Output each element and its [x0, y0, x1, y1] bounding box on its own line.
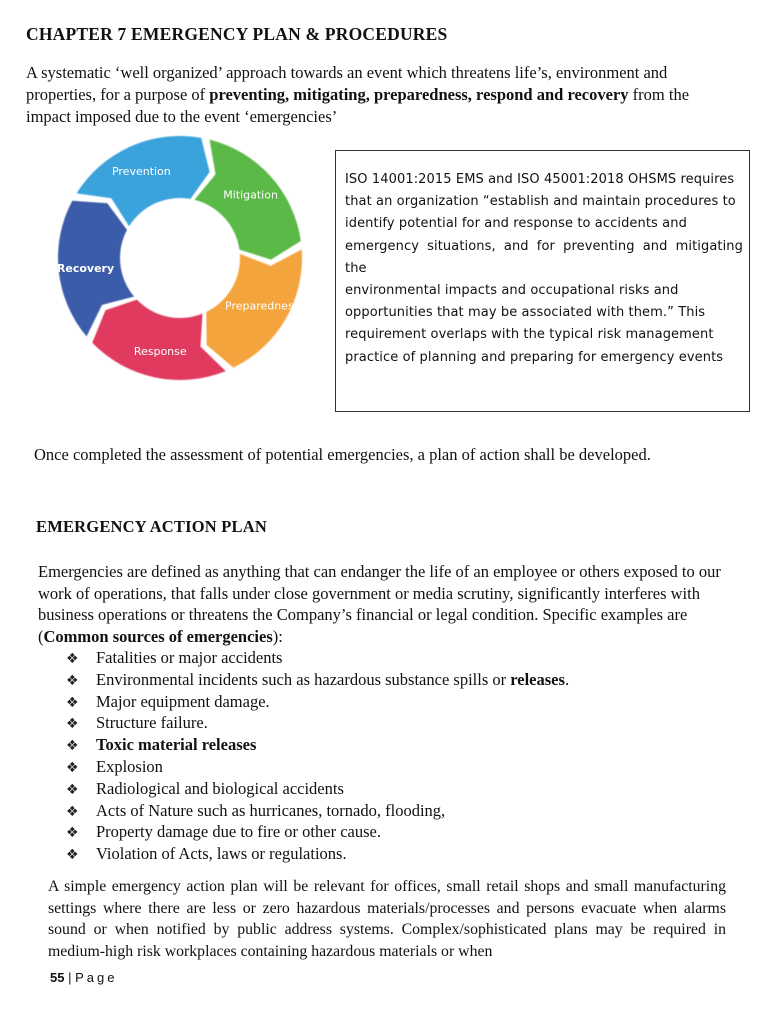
list-item [66, 800, 569, 822]
cycle-label-mitigation: Mitigation [223, 188, 278, 202]
iso-line: environmental impacts and occupational risks and [345, 283, 679, 299]
cycle-label-preparedness: Preparedness [225, 299, 300, 313]
footer-separator: | [68, 970, 72, 985]
list-item-text: Environmental incidents such as hazardous substance spills or [96, 669, 511, 689]
list-item-bold-text: Toxic material releases [96, 735, 257, 755]
list-item-bold-text: releases [510, 669, 565, 689]
list-item [66, 734, 569, 756]
iso-line: requirement overlaps with the typical risk management [345, 327, 714, 343]
cycle-center [123, 201, 237, 315]
iso-requirement-box [335, 150, 750, 412]
list-item [66, 712, 569, 734]
list-item [66, 691, 569, 713]
list-item-text: Structure failure. [96, 713, 208, 733]
list-item [66, 647, 569, 669]
cycle-label-prevention: Prevention [111, 165, 171, 179]
list-item [66, 843, 569, 865]
iso-line: practice of planning and preparing for emergency events [345, 349, 724, 365]
emergency-sources-list [66, 647, 569, 865]
page-word: Page [75, 970, 118, 985]
intro-text: A systematic ‘well organized’ approach towards an event which threatens life’s, environment and properties, for a purpose of [26, 63, 668, 104]
list-item [66, 669, 569, 691]
definition-text: Emergencies are defined as anything that can endanger the life of an employee or others exposed to our work of operations, that falls under close government or media scrutiny, significantly interferes with business operations or threatens the Company’s financial or legal condition. Specific examples are ( [38, 562, 721, 646]
intro-bold-text: preventing, mitigating, preparedness, respond and recovery [209, 85, 629, 104]
cycle-label-response: Response [133, 344, 187, 358]
plan-of-action-sentence: Once completed the assessment of potential emergencies, a plan of action shall be developed. [34, 445, 651, 464]
diamond-bullet-icon: ❖ [66, 825, 79, 842]
cycle-label-recovery: Recovery [56, 261, 115, 275]
definition-bold-text: Common sources of emergencies [43, 626, 273, 646]
list-item [66, 778, 569, 800]
iso-line: identify potential for and response to accidents and [345, 216, 687, 232]
diamond-bullet-icon: ❖ [66, 716, 79, 733]
emergency-definition-paragraph [38, 561, 738, 647]
diamond-bullet-icon: ❖ [66, 803, 79, 820]
list-item [66, 821, 569, 843]
list-item-text: Acts of Nature such as hurricanes, tornado, flooding, [96, 800, 446, 820]
iso-line: emergency situations, and for preventing and mitigating the [345, 238, 743, 276]
diamond-bullet-icon: ❖ [66, 738, 79, 755]
intro-paragraph [26, 62, 738, 128]
chapter-title: CHAPTER 7 EMERGENCY PLAN & PROCEDURES [26, 24, 448, 44]
list-item-text: . [564, 669, 570, 689]
list-item-text: Explosion [96, 756, 163, 776]
definition-text-end: ): [272, 626, 283, 646]
diamond-bullet-icon: ❖ [66, 672, 79, 689]
emergency-cycle-diagram [30, 130, 330, 392]
list-item-text: Violation of Acts, laws or regulations. [96, 844, 347, 864]
list-item-text: Fatalities or major accidents [96, 648, 283, 667]
cycle-segment-response [92, 300, 225, 380]
diamond-bullet-icon: ❖ [66, 651, 79, 667]
page-number: 55 [50, 970, 65, 985]
intro-text-end: from the impact imposed due to the event ‘emergencies’ [26, 85, 690, 126]
iso-line: opportunities that may be associated with them.” This [345, 305, 706, 321]
list-item-text: Major equipment damage. [96, 691, 270, 711]
list-item-text: Property damage due to fire or other cause. [96, 822, 381, 842]
diamond-bullet-icon: ❖ [66, 759, 79, 776]
section-heading: EMERGENCY ACTION PLAN [36, 517, 267, 536]
diamond-bullet-icon: ❖ [66, 847, 79, 864]
page-footer [50, 970, 117, 985]
iso-line: that an organization “establish and maintain procedures to [345, 194, 736, 210]
diamond-bullet-icon: ❖ [66, 781, 79, 798]
list-item [66, 756, 569, 778]
list-item-text: Radiological and biological accidents [96, 778, 344, 798]
closing-paragraph: A simple emergency action plan will be relevant for offices, small retail shops and small manufacturing settings where there are less or zero hazardous materials/processes and persons evacuate when alarms sound or when notified by public address systems. Complex/sophisticated plans may be required in medium-high risk workplaces containing hazardous materials or when [48, 878, 726, 960]
iso-line: ISO 14001:2015 EMS and ISO 45001:2018 OHSMS requires [345, 172, 735, 187]
diamond-bullet-icon: ❖ [66, 694, 79, 711]
